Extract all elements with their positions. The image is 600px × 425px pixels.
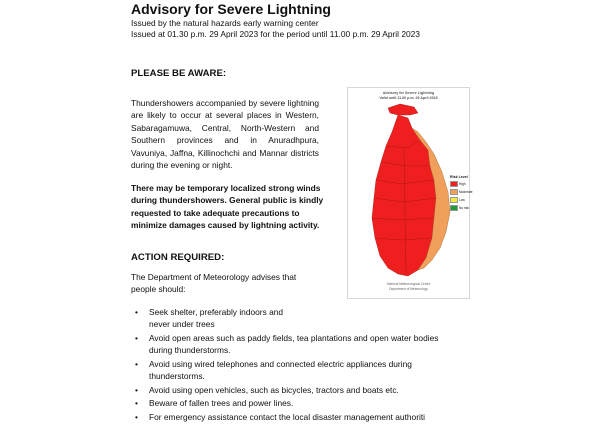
- legend-swatch: [450, 181, 458, 187]
- action-item: • Avoid open areas such as paddy fields, tea plantations and open water bodies during thunderstorms.: [131, 332, 461, 356]
- action-item: • Avoid using wired telephones and connected electric appliances during thunderstorms.: [131, 358, 461, 382]
- risk-map-figure: [347, 87, 473, 299]
- map-legend: [450, 175, 473, 213]
- map-footer: National Meteorological Centre: [386, 282, 431, 286]
- map-subtitle: Valid until 11.00 p.m. 29 April 2023: [379, 96, 438, 100]
- legend-item: [450, 189, 473, 195]
- map-region-jaffna: [388, 104, 418, 115]
- map-footer: Department of Meteorology: [389, 287, 428, 291]
- legend-item: [450, 181, 469, 187]
- legend-swatch: [450, 197, 458, 203]
- please-be-aware-heading: PLEASE BE AWARE:: [131, 68, 227, 79]
- issuer-line: Issued by the natural hazards early warning center: [131, 18, 319, 28]
- legend-item: [450, 197, 469, 203]
- action-item: • For emergency assistance contact the local disaster management authoriti: [131, 411, 461, 423]
- legend-label: No risk: [459, 206, 469, 210]
- action-item: • Seek shelter, preferably indoors and never under trees: [131, 306, 461, 330]
- action-item: • Avoid using open vehicles, such as bicycles, tractors and boats etc.: [131, 384, 461, 396]
- wind-warning-paragraph: There may be temporary localized strong winds during thundershowers. General public is kindly requested to take adequate precautions to minimize damages caused by lightning activity.: [131, 183, 324, 231]
- map-region-high-risk: [372, 115, 436, 276]
- action-required-heading: ACTION REQUIRED:: [131, 252, 225, 263]
- map-title: Advisory for Severe Lightning: [382, 91, 435, 95]
- legend-label: High: [459, 182, 466, 186]
- action-intro: The Department of Meteorology advises that people should:: [131, 272, 297, 295]
- legend-swatch: [450, 205, 458, 211]
- action-list: [131, 306, 461, 425]
- legend-swatch: [450, 189, 458, 195]
- legend-item: [450, 205, 469, 211]
- legend-title: Risk Level: [450, 175, 468, 179]
- thundershower-paragraph: Thundershowers accompanied by severe lightning are likely to occur at several places in Western, Sabaragamuwa, Central, North-Western and Southern provinces and in Anuradhpura, Vavuniya, Jaffna, Killinochchi and Mannar districts during the evening or night.: [131, 98, 319, 171]
- advisory-title: Advisory for Severe Lightning: [131, 1, 331, 17]
- legend-label: Moderate: [459, 190, 473, 194]
- legend-label: Low: [459, 198, 465, 202]
- action-item: • Beware of fallen trees and power lines.: [131, 397, 461, 409]
- issued-line: Issued at 01.30 p.m. 29 April 2023 for the period until 11.00 p.m. 29 April 2023: [131, 29, 420, 39]
